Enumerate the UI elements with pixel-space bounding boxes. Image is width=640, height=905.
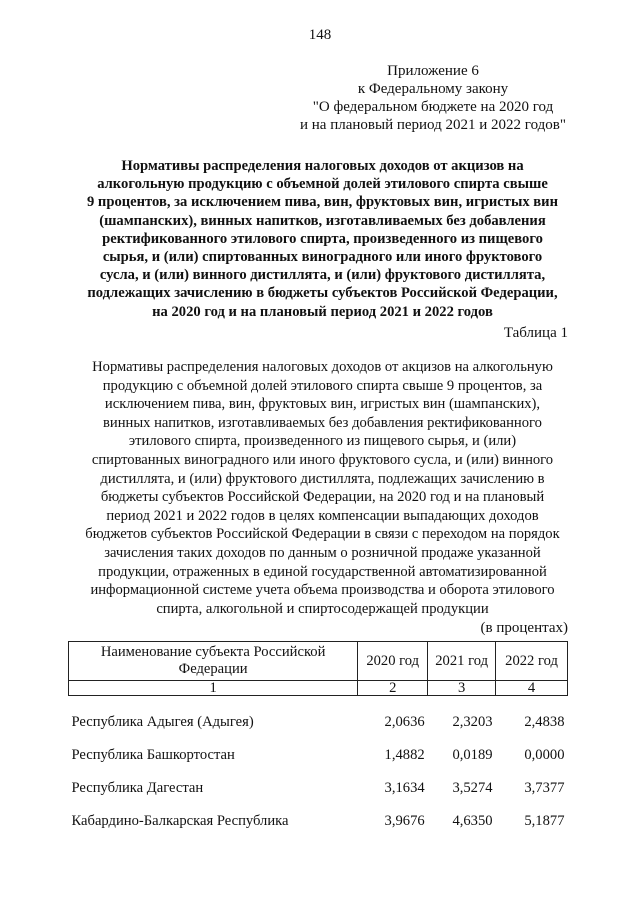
region-name-cell: Республика Адыгея (Адыгея) bbox=[71, 714, 254, 730]
region-name-cell: Республика Дагестан bbox=[71, 780, 204, 796]
value-2022-cell: 5,1877 bbox=[524, 813, 565, 829]
appendix-line: Приложение 6 bbox=[387, 63, 479, 79]
table-title-line: информационной системе учета объема производства и оборота этилового bbox=[90, 582, 555, 599]
title-line: на 2020 год и на плановый период 2021 и 2022 годов bbox=[152, 303, 493, 320]
table-label: Таблица 1 bbox=[503, 325, 568, 341]
title-line: ректификованного этилового спирта, произведенного из пищевого bbox=[102, 230, 543, 247]
value-2021-cell: 0,0189 bbox=[452, 747, 493, 763]
table-title-line: Нормативы распределения налоговых доходов от акцизов на алкогольную bbox=[92, 359, 553, 375]
table-title-line: винных напитков, изготавливаемых без добавления ректификованного bbox=[103, 414, 542, 431]
header-region-name: Наименование субъекта Российской Федерации bbox=[69, 642, 358, 681]
table-title-line: период 2021 и 2022 годов в целях компенсации выпадающих доходов bbox=[106, 507, 539, 524]
page-number: 148 bbox=[308, 27, 332, 43]
table-title-line: дистиллята, и (или) фруктового дистиллята, подлежащих зачислению в bbox=[100, 470, 545, 487]
table-title-line: исключением пива, вин, фруктовых вин, игристых вин (шампанских), bbox=[104, 396, 541, 413]
title-line: подлежащих зачислению в бюджеты субъектов Российской Федерации, bbox=[87, 285, 558, 302]
table-title bbox=[60, 358, 585, 618]
table-row bbox=[69, 805, 568, 838]
value-2020-cell: 1,4882 bbox=[384, 747, 425, 763]
value-2021-cell: 2,3203 bbox=[452, 714, 493, 730]
header-year-2020: 2020 год bbox=[358, 642, 428, 681]
header-year-2021: 2021 год bbox=[428, 642, 496, 681]
value-2021-cell: 3,5274 bbox=[452, 780, 493, 796]
value-2021-cell: 4,6350 bbox=[452, 813, 493, 829]
appendix-line: и на плановый период 2021 и 2022 годов" bbox=[300, 117, 566, 133]
table-title-line: бюджеты субъектов Российской Федерации, на 2020 год и на плановый bbox=[100, 489, 545, 506]
value-2022-cell: 0,0000 bbox=[524, 747, 565, 763]
table-header-row bbox=[69, 642, 568, 681]
excise-distribution-table bbox=[68, 641, 568, 838]
column-number: 2 bbox=[358, 681, 428, 696]
value-2020-cell: 2,0636 bbox=[384, 714, 425, 730]
region-name-cell: Кабардино-Балкарская Республика bbox=[71, 813, 289, 829]
region-name-cell: Республика Башкортостан bbox=[71, 747, 235, 763]
title-line: сусла, и (или) винного дистиллята, и (или) фруктового дистиллята, bbox=[99, 267, 546, 284]
title-line: (шампанских), винных напитков, изготавливаемых без добавления bbox=[99, 212, 546, 229]
table-row bbox=[69, 772, 568, 805]
table-title-line: спиртованных виноградного или иного фруктового сусла, и (или) винного bbox=[91, 451, 554, 468]
appendix-line: к Федеральному закону bbox=[357, 81, 509, 97]
table-row bbox=[69, 739, 568, 772]
title-line: алкогольную продукцию с объемной долей этилового спирта свыше bbox=[97, 176, 548, 193]
value-2020-cell: 3,1634 bbox=[384, 780, 425, 796]
table-title-line: бюджетов субъектов Российской Федерации в связи с переходом на порядок bbox=[85, 526, 560, 543]
title-line: 9 процентов, за исключением пива, вин, фруктовых вин, игристых вин bbox=[86, 194, 558, 211]
column-number: 4 bbox=[496, 681, 568, 696]
column-number-row bbox=[69, 681, 568, 696]
appendix-line: "О федеральном бюджете на 2020 год bbox=[312, 99, 554, 115]
column-number: 3 bbox=[428, 681, 496, 696]
value-2022-cell: 2,4838 bbox=[524, 714, 565, 730]
table-row bbox=[69, 696, 568, 740]
table-title-line: спирта, алкогольной и спиртосодержащей продукции bbox=[156, 600, 489, 617]
title-line: Нормативы распределения налоговых доходов от акцизов на bbox=[121, 158, 524, 174]
document-title bbox=[60, 157, 585, 321]
value-2020-cell: 3,9676 bbox=[384, 813, 425, 829]
table-title-line: зачисления таких доходов по данным о розничной продаже указанной bbox=[104, 544, 541, 561]
title-line: сырья, и (или) спиртованных виноградного или иного фруктового bbox=[102, 249, 543, 266]
column-number: 1 bbox=[69, 681, 358, 696]
table-title-line: продукции, отраженных в единой государственной автоматизированной bbox=[98, 563, 547, 580]
table-title-line: этилового спирта, произведенного из пищевого сырья, и (или) bbox=[128, 433, 517, 450]
header-year-2022: 2022 год bbox=[496, 642, 568, 681]
table-title-line: продукцию с объемной долей этилового спирта свыше 9 процентов, за bbox=[102, 377, 543, 394]
units-note: (в процентах) bbox=[480, 620, 568, 636]
appendix-reference bbox=[283, 62, 583, 134]
value-2022-cell: 3,7377 bbox=[524, 780, 565, 796]
